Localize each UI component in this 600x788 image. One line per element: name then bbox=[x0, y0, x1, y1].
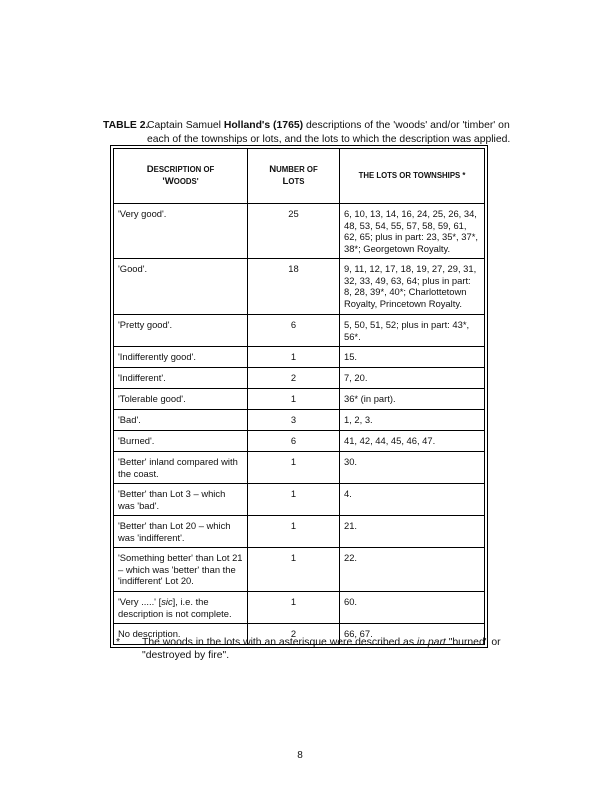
row-number: 1 bbox=[248, 516, 340, 548]
row-description: 'Indifferent'. bbox=[114, 368, 248, 389]
row-description: 'Tolerable good'. bbox=[114, 389, 248, 410]
row-description: 'Indifferently good'. bbox=[114, 347, 248, 368]
row-number: 1 bbox=[248, 389, 340, 410]
row-number: 6 bbox=[248, 315, 340, 347]
row-lots: 7, 20. bbox=[340, 368, 485, 389]
row-lots: 36* (in part). bbox=[340, 389, 485, 410]
table-row bbox=[114, 410, 485, 431]
row-number: 1 bbox=[248, 484, 340, 516]
table-row bbox=[114, 548, 485, 592]
row-lots: 30. bbox=[340, 452, 485, 484]
row-number: 2 bbox=[248, 368, 340, 389]
row-lots: 22. bbox=[340, 548, 485, 592]
header-description: DESCRIPTION OF 'WOODS' bbox=[114, 149, 248, 204]
row-description: 'Good'. bbox=[114, 259, 248, 315]
table-header-row bbox=[114, 149, 485, 204]
table-row bbox=[114, 347, 485, 368]
row-description: 'Better' inland compared with the coast. bbox=[114, 452, 248, 484]
page-number: 8 bbox=[297, 750, 303, 761]
row-number: 1 bbox=[248, 452, 340, 484]
row-lots: 6, 10, 13, 14, 16, 24, 25, 26, 34, 48, 53, 54, 55, 57, 58, 59, 61, 62, 65; plus in part: 23, 35*, 37*, 38*; Georgetown Royalty. bbox=[340, 204, 485, 259]
row-lots: 1, 2, 3. bbox=[340, 410, 485, 431]
row-number: 6 bbox=[248, 431, 340, 452]
footnote-italic: in part bbox=[416, 637, 446, 648]
row-description: 'Very good'. bbox=[114, 204, 248, 259]
table-row bbox=[114, 516, 485, 548]
table-row bbox=[114, 431, 485, 452]
row-number: 1 bbox=[248, 548, 340, 592]
row-number: 3 bbox=[248, 410, 340, 431]
row-description: 'Better' than Lot 3 – which was 'bad'. bbox=[114, 484, 248, 516]
row-description: No description. bbox=[114, 624, 248, 645]
row-description: 'Better' than Lot 20 – which was 'indifferent'. bbox=[114, 516, 248, 548]
row-lots: 15. bbox=[340, 347, 485, 368]
row-number: 2 bbox=[248, 624, 340, 645]
row-lots: 5, 50, 51, 52; plus in part: 43*, 56*. bbox=[340, 315, 485, 347]
header-number: NUMBER OF LOTS bbox=[248, 149, 340, 204]
table-row bbox=[114, 259, 485, 315]
row-description: 'Burned'. bbox=[114, 431, 248, 452]
table-row bbox=[114, 484, 485, 516]
footnote-marker: * bbox=[116, 637, 121, 648]
row-lots: 21. bbox=[340, 516, 485, 548]
row-description: 'Something better' than Lot 21 – which was 'better' than the 'indifferent' Lot 20. bbox=[114, 548, 248, 592]
row-description: 'Pretty good'. bbox=[114, 315, 248, 347]
table-row bbox=[114, 315, 485, 347]
table-row bbox=[114, 452, 485, 484]
table-row bbox=[114, 204, 485, 259]
row-number: 1 bbox=[248, 592, 340, 624]
row-lots: 9, 11, 12, 17, 18, 19, 27, 29, 31, 32, 33, 49, 63, 64; plus in part: 8, 28, 39*, 40*; Charlottetown Royalty, Princetown Royalty. bbox=[340, 259, 485, 315]
footnote-text bbox=[142, 636, 512, 662]
table-row bbox=[114, 389, 485, 410]
caption-text bbox=[147, 119, 517, 147]
row-lots: 60. bbox=[340, 592, 485, 624]
table-label: TABLE 2. bbox=[103, 120, 149, 131]
row-number: 25 bbox=[248, 204, 340, 259]
caption-text-bold: Holland's (1765) bbox=[223, 120, 304, 131]
woods-table bbox=[113, 148, 485, 645]
footnote-pre: The woods in the lots with an asterisque were described as bbox=[142, 637, 417, 648]
row-description: 'Very .....' [sic], i.e. the description is not complete. bbox=[114, 592, 248, 624]
caption-text-post: descriptions of the 'woods' and/or 'timber' on each of the townships or lots, and the lots to which the description was applied. bbox=[147, 120, 511, 145]
row-lots: 4. bbox=[340, 484, 485, 516]
row-lots: 66, 67. bbox=[340, 624, 485, 645]
table-row bbox=[114, 592, 485, 624]
table-row bbox=[114, 368, 485, 389]
table-frame bbox=[110, 145, 488, 648]
footnote-post: "burned" or "destroyed by fire". bbox=[142, 637, 501, 661]
row-number: 18 bbox=[248, 259, 340, 315]
row-number: 1 bbox=[248, 347, 340, 368]
row-description: 'Bad'. bbox=[114, 410, 248, 431]
caption-text-pre: Captain Samuel bbox=[147, 120, 224, 131]
header-lots: THE LOTS OR TOWNSHIPS * bbox=[340, 149, 485, 204]
row-lots: 41, 42, 44, 45, 46, 47. bbox=[340, 431, 485, 452]
